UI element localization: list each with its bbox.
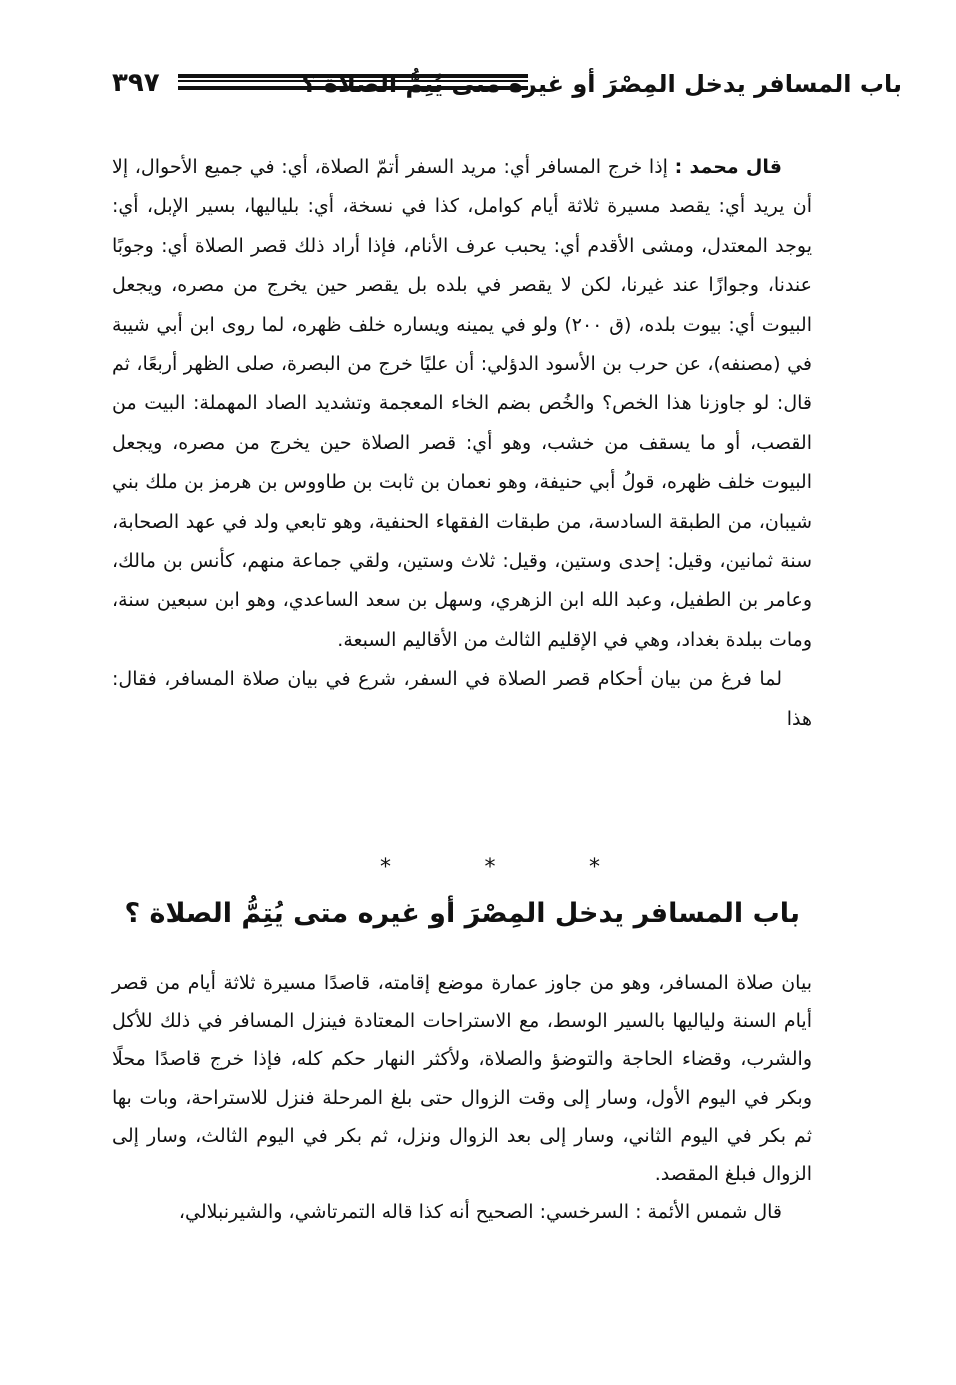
paragraph	[112, 660, 812, 739]
paragraph-text: لما فرغ من بيان أحكام قصر الصلاة في السفر، شرع في بيان صلاة المسافر، فقال: هذا	[112, 668, 812, 730]
paragraph	[112, 148, 812, 660]
chapter-body	[112, 964, 812, 1231]
star-ornament: *	[589, 855, 600, 880]
running-header	[112, 66, 902, 106]
chapter-title: باب المسافر يدخل المِصْرَ أو غيره متى يُتِمُّ الصلاة ؟	[124, 898, 800, 929]
section-separator	[380, 855, 600, 880]
paragraph	[112, 1193, 812, 1231]
paragraph-text: إذا خرج المسافر أي: مريد السفر أتمّ الصلاة، أي: في جميع الأحوال، إلا أن يريد أي: يقصد مسيرة ثلاثة أيام كوامل، كذا في نسخة، أي: بلياليها، بسير الإبل، أي: يوجد المعتدل، ومشى الأقدم أي: يحبب عرف الأنام، فإذا أراد ذلك قصر الصلاة أي: وجوبًا عندنا، وجوازًا عند غيرنا، لكن لا يقصر في بلده بل يقصر حين يخرج من مصره، ويجعل البيوت أي: بيوت بلده، (ق ٢٠٠) ولو في يمينه ويساره خلف ظهره، لما روى ابن أبي شيبة في (مصنفه)، عن حرب بن الأسود الدؤلي: أن عليًا خرج من البصرة، صلى الظهر أربعًا، ثم قال: لو جاوزنا هذا الخص؟ والخُص بضم الخاء المعجمة وتشديد الصاد المهملة: البيت من القصب، أو ما يسقف من خشب، وهو أي: قصر الصلاة حين يخرج من مصره، ويجعل البيوت خلف ظهره، قولُ أبي حنيفة، وهو نعمان بن ثابت بن طاووس بن هرمز بن ملك بني شيبان، من الطبقة السادسة، من طبقات الفقهاء الحنفية، وهو تابعي ولد في عهد الصحابة، سنة ثمانين، وقيل: إحدى وستين، وقيل: ثلاث وستين، ولقي جماعة منهم، كأنس بن مالك، وعامر بن الطفيل، وعبد الله ابن الزهري، وسهل بن سعد الساعدي، وهو ابن سبعين سنة، ومات ببلدة بغداد، وهي في الإقليم الثالث من الأقاليم السبعة.	[112, 156, 812, 651]
star-ornament: *	[484, 855, 496, 880]
paragraph-text: بيان صلاة المسافر، وهو من جاوز عمارة موضع إقامته، قاصدًا مسيرة ثلاثة أيام من قصر أيام السنة ولياليها بالسير الوسط، مع الاستراحات المعتادة فينزل المسافر في ذلك للأكل والشرب، وقضاء الحاجة والتوضؤ والصلاة، ولأكثر النهار حكم كله، فإذا خرج قاصدًا محلًا وبكر في اليوم الأول، وسار إلى وقت الزوال حتى بلغ المرحلة فنزل للاستراحة، وبات بها ثم بكر في اليوم الثاني، وسار إلى بعد الزوال ونزل، ثم بكر في اليوم الثالث، وسار إلى الزوال فبلغ المقصد.	[112, 972, 812, 1186]
page-number: ٣٩٧	[112, 68, 160, 98]
commentary-section	[112, 148, 812, 739]
paragraph-lead: قال محمد :	[674, 156, 782, 178]
paragraph-text: قال شمس الأئمة : السرخسي: الصحيح أنه كذا قاله التمرتاشي، والشيرنبلالي،	[178, 1201, 782, 1224]
header-rule	[178, 74, 528, 90]
star-ornament: *	[380, 855, 391, 880]
running-header-title: باب المسافر يدخل المِصْرَ أو غيره متى يُتِمُّ الصلاة ؟	[301, 70, 902, 98]
paragraph	[112, 964, 812, 1193]
